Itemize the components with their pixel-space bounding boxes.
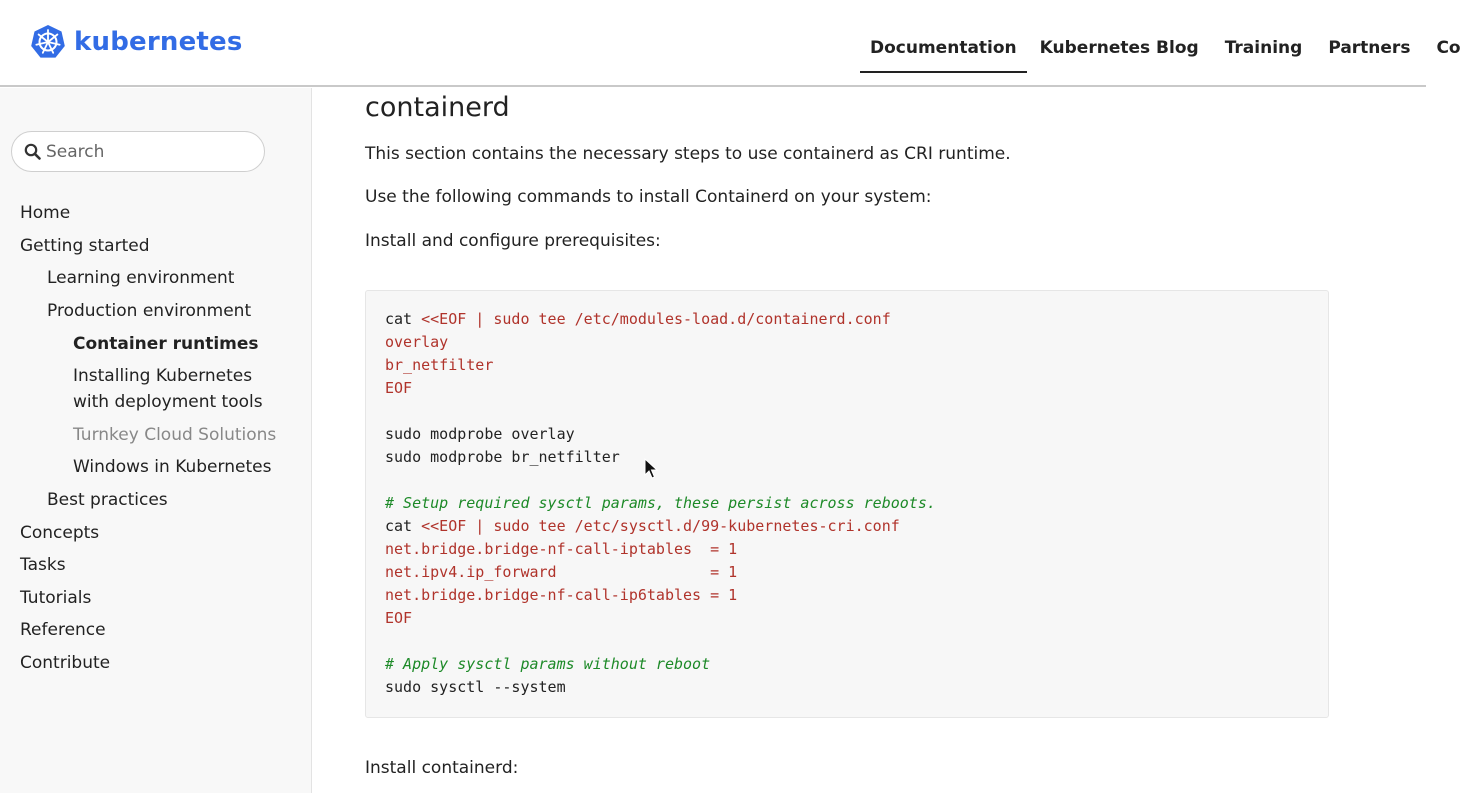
brand-name: kubernetes [74,27,243,57]
code-line: net.ipv4.ip_forward = 1 [385,563,738,581]
code-heredoc: <<EOF | sudo tee /etc/modules-load.d/containerd.conf [421,310,891,328]
docs-sidebar [0,88,312,793]
code-line: net.bridge.bridge-nf-call-ip6tables = 1 [385,586,738,604]
sidebar-item-turnkey-cloud-solutions[interactable]: Turnkey Cloud Solutions [73,425,277,445]
sidebar-item-tasks[interactable]: Tasks [20,555,66,575]
search-input[interactable] [11,131,265,172]
nav-partners[interactable]: Partners [1328,38,1411,58]
section-heading: containerd [365,92,510,123]
sidebar-item-production-environment[interactable]: Production environment [47,301,252,321]
code-line: sudo modprobe overlay [385,425,575,443]
search-placeholder: Search [46,141,105,162]
code-comment: # Apply sysctl params without reboot [385,655,711,673]
nav-kubernetes-blog[interactable]: Kubernetes Blog [1039,38,1199,58]
kubernetes-wheel-icon [30,24,66,60]
sidebar-item-container-runtimes[interactable]: Container runtimes [73,334,259,354]
nav-documentation[interactable]: Documentation [860,0,1027,73]
sidebar-item-home[interactable]: Home [20,203,71,223]
sidebar-item-contribute[interactable]: Contribute [20,653,111,673]
code-line: sudo modprobe br_netfilter [385,448,620,466]
code-line: cat [385,517,422,535]
sidebar-item-getting-started[interactable]: Getting started [20,236,150,256]
sidebar-item-installing-kubernetes-line2[interactable]: with deployment tools [73,392,263,412]
sidebar-item-windows-in-kubernetes[interactable]: Windows in Kubernetes [73,457,272,477]
code-line: cat [385,310,422,328]
code-line: sudo sysctl --system [385,678,566,696]
top-nav [860,0,1474,87]
nav-training[interactable]: Training [1224,38,1303,58]
code-content [385,308,936,699]
code-line: EOF [385,379,413,397]
code-line: EOF [385,609,413,627]
sidebar-item-learning-environment[interactable]: Learning environment [47,268,235,288]
code-heredoc: <<EOF | sudo tee /etc/sysctl.d/99-kubernetes-cri.conf [421,517,900,535]
intro-paragraph: This section contains the necessary steps to use containerd as CRI runtime. [365,144,1011,164]
install-paragraph: Use the following commands to install Containerd on your system: [365,187,932,207]
code-line: br_netfilter [385,356,494,374]
search-icon [24,143,41,160]
site-header [0,0,1461,87]
code-line: overlay [385,333,449,351]
mouse-cursor-icon [644,458,658,480]
sidebar-item-best-practices[interactable]: Best practices [47,490,168,510]
kubernetes-logo[interactable] [30,24,243,60]
sidebar-item-concepts[interactable]: Concepts [20,523,100,543]
code-comment: # Setup required sysctl params, these persist across reboots. [385,494,936,512]
nav-community-truncated[interactable]: Co [1436,38,1461,58]
code-line: net.bridge.bridge-nf-call-iptables = 1 [385,540,738,558]
sidebar-item-reference[interactable]: Reference [20,620,106,640]
code-block[interactable] [365,290,1329,718]
prerequisites-paragraph: Install and configure prerequisites: [365,231,661,251]
sidebar-item-installing-kubernetes-line1[interactable]: Installing Kubernetes [73,366,253,386]
install-containerd-paragraph: Install containerd: [365,758,519,778]
sidebar-item-tutorials[interactable]: Tutorials [20,588,92,608]
